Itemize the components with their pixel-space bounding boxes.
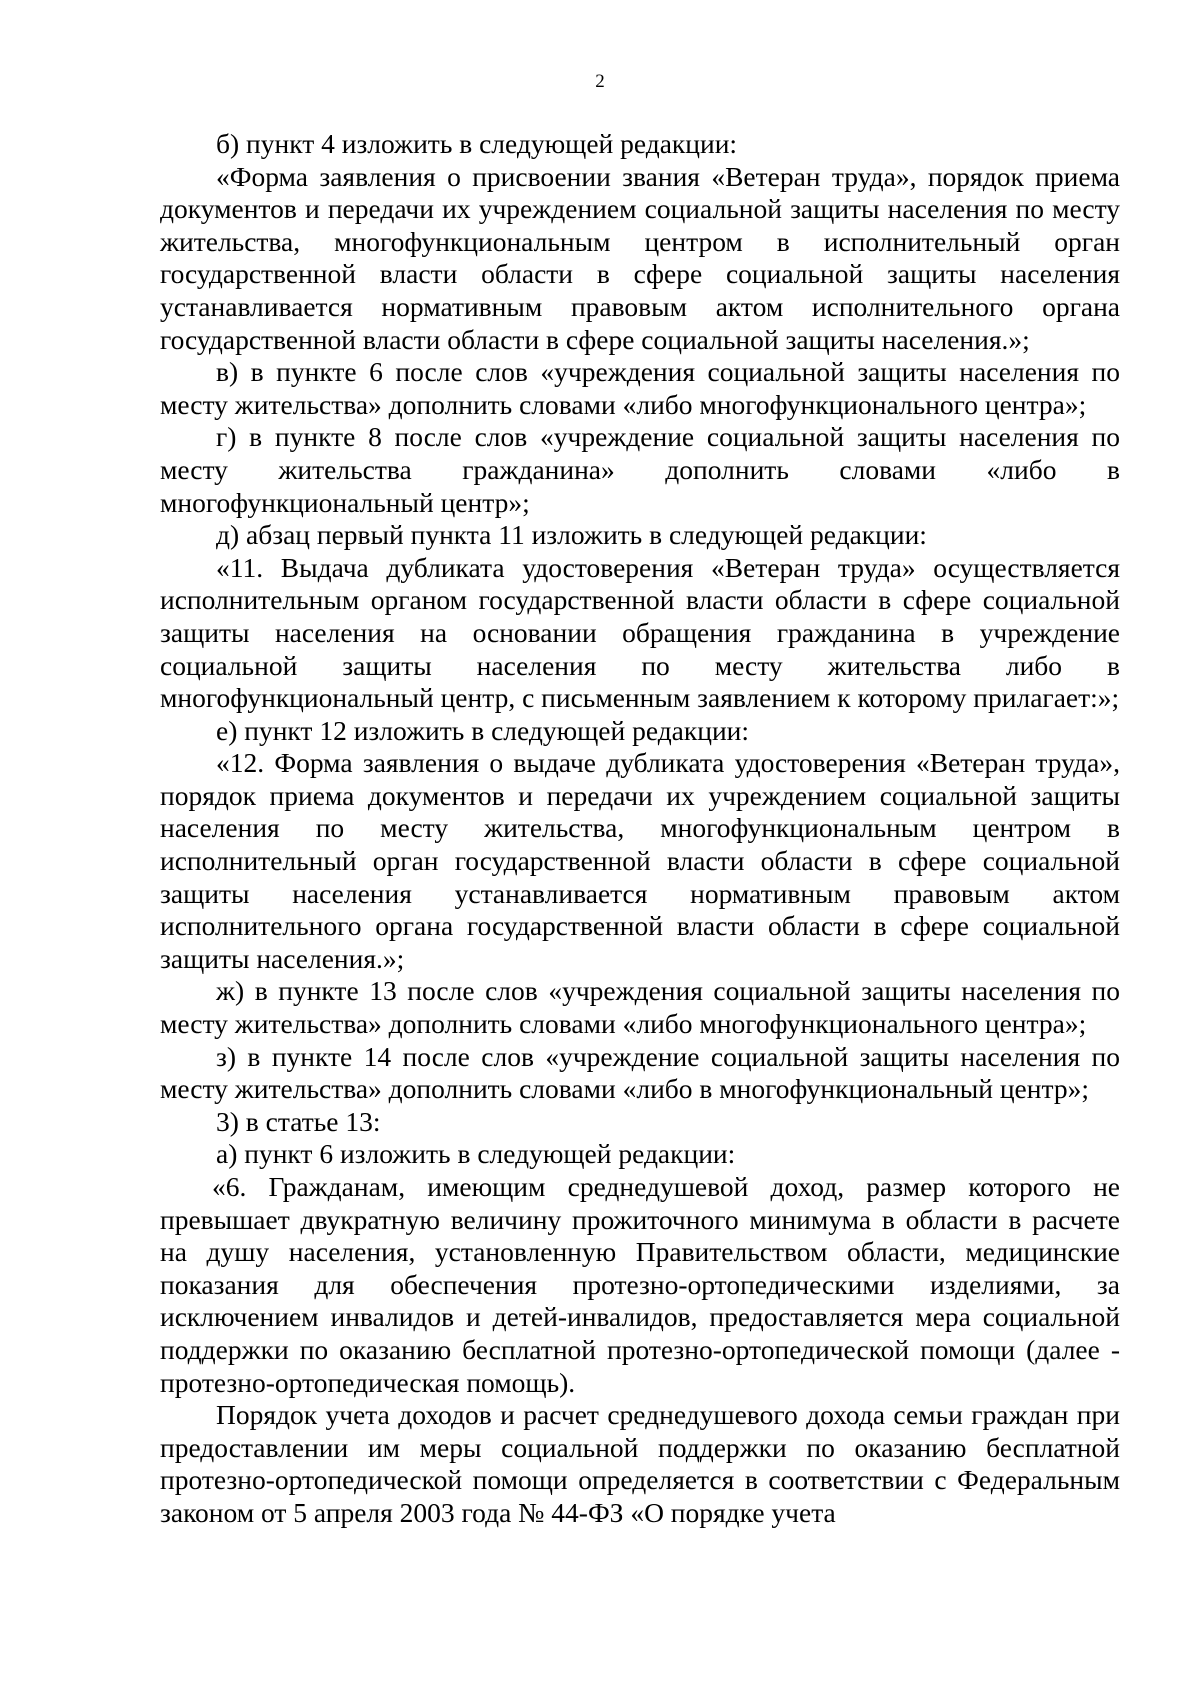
- paragraph-point-6: «6. Гражданам, имеющим среднедушевой доход, размер которого не превышает двукратную величину прожиточного минимума в области в расчете на душу населения, установленную Правительством области, медицинские показания для обеспечения протезно-ортопедическими изделиями, за исключением инвалидов и детей-инвалидов, предоставляется мера социальной поддержки по оказанию бесплатной протезно-ортопедической помощи (далее - протезно-ортопедическая помощь).: [160, 1171, 1120, 1398]
- paragraph-veteran-application-form: «Форма заявления о присвоении звания «Ветеран труда», порядок приема документов и передачи их учреждением социальной защиты населения по месту жительства, многофункциональным центром в исполнительный орган государственной власти области в сфере социальной защиты населения устанавливается нормативным правовым актом исполнительного органа государственной власти области в сфере социальной защиты населения.»;: [160, 160, 1120, 355]
- paragraph-item-z: з) в пункте 14 после слов «учреждение социальной защиты населения по месту жительства» дополнить словами «либо в многофункциональный центр»;: [160, 1040, 1120, 1105]
- paragraph-item-v: в) в пункте 6 после слов «учреждения социальной защиты населения по месту жительства» дополнить словами «либо многофункционального центра»;: [160, 356, 1120, 420]
- paragraph-item-a: а) пункт 6 изложить в следующей редакции:: [216, 1138, 736, 1170]
- document-body: [160, 128, 1120, 1530]
- paragraph-article-13: 3) в статье 13:: [216, 1105, 381, 1137]
- paragraph-point-12: «12. Форма заявления о выдаче дубликата удостоверения «Ветеран труда», порядок приема документов и передачи их учреждением социальной защиты населения по месту жительства, многофункциональным центром в исполнительный орган государственной власти области в сфере социальной защиты населения устанавливается нормативным правовым актом исполнительного органа государственной власти области в сфере социальной защиты населения.»;: [160, 747, 1120, 974]
- paragraph-income-calculation: Порядок учета доходов и расчет среднедушевого дохода семьи граждан при предоставлении им меры социальной поддержки по оказанию бесплатной протезно-ортопедической помощи определяется в соответствии с Федеральным законом от 5 апреля 2003 года № 44-ФЗ «О порядке учета: [160, 1399, 1120, 1528]
- paragraph-item-zh: ж) в пункте 13 после слов «учреждения социальной защиты населения по месту жительства» дополнить словами «либо многофункционального центра»;: [160, 975, 1120, 1040]
- paragraph-item-g: г) в пункте 8 после слов «учреждение социальной защиты населения по месту жительства гражданина» дополнить словами «либо в многофункциональный центр»;: [160, 421, 1120, 518]
- paragraph-point-11: «11. Выдача дубликата удостоверения «Ветеран труда» осуществляется исполнительным органом государственной власти области в сфере социальной защиты населения на основании обращения гражданина в учреждение социальной защиты населения по месту жительства либо в многофункциональный центр, с письменным заявлением к которому прилагает:»;: [160, 551, 1120, 714]
- paragraph-item-d: д) абзац первый пункта 11 изложить в следующей редакции:: [216, 519, 927, 551]
- paragraph-item-b: б) пункт 4 изложить в следующей редакции:: [216, 128, 738, 159]
- page-number: 2: [595, 71, 605, 92]
- paragraph-item-e: е) пункт 12 изложить в следующей редакции:: [216, 714, 750, 746]
